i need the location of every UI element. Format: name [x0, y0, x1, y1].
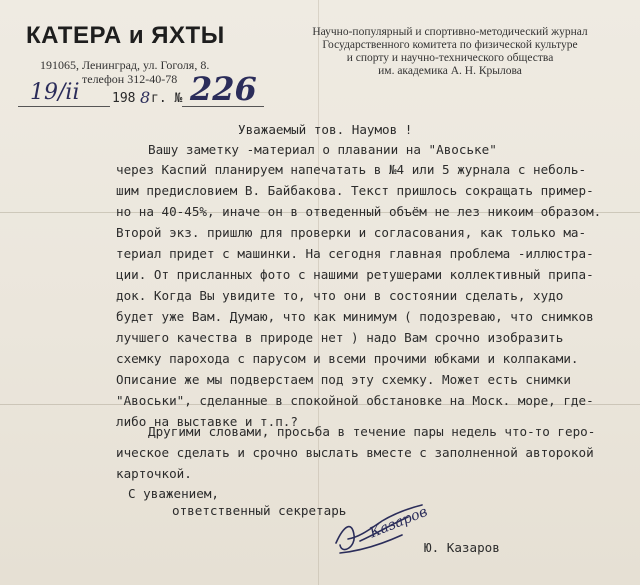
body-line: ции. От присланных фото с нашими ретушерами коллективный припа- — [116, 267, 594, 282]
body-line: лучшего качества в природе нет ) надо Вам срочно изобразить — [116, 330, 564, 345]
number-label: г. № — [151, 91, 183, 106]
body-line: ическое сделать и срочно выслать вместе с заполненной авторокой — [116, 445, 594, 460]
body-line: "Авоськи", сделанные в спокойной обстановке на Моск. море, где- — [116, 393, 594, 408]
handwritten-letter-number: 226 — [190, 70, 257, 108]
body-line: Вашу заметку -материал о плавании на "Авоське" — [148, 142, 497, 157]
signer-name: Ю. Казаров — [424, 540, 500, 555]
body-line: карточкой. — [116, 466, 192, 481]
body-line: либо на выставке и т.п.? — [116, 414, 298, 429]
body-line: Второй экз. пришлю для проверки и согласования, как только ма- — [116, 225, 587, 240]
body-line: териал придет с машинки. На сегодня главная проблема -иллюстра- — [116, 246, 594, 261]
org-line: Научно-популярный и спортивно-методический журнал — [312, 26, 588, 38]
body-line: Описание же мы подверстаем под эту схемку. Может есть снимки — [116, 372, 571, 387]
phone-line: телефон 312-40-78 — [82, 72, 178, 86]
body-line: через Каспий планируем напечатать в №4 или 5 журнала с неболь- — [116, 162, 587, 177]
handwritten-year-digit: 8 — [140, 88, 151, 107]
body-line: шим предисловием В. Байбакова. Текст пришлось сокращать пример- — [116, 183, 594, 198]
body-line: будет уже Вам. Думаю, что как минимум ( подозреваю, что снимков — [116, 309, 594, 324]
address-line: 191065, Ленинград, ул. Гоголя, 8. — [40, 58, 210, 72]
year-prefix: 198 — [112, 91, 136, 106]
salutation: Уважаемый тов. Наумов ! — [238, 122, 413, 137]
organization-block — [275, 26, 625, 78]
body-line: схемку парохода с парусом и всеми прочими юбками и колпаками. — [116, 351, 579, 366]
date-underline — [18, 106, 110, 107]
signer-position: ответственный секретарь — [172, 503, 347, 518]
org-line: и спорту и научно-технического общества — [346, 52, 554, 64]
closing: С уважением, — [128, 486, 219, 501]
signature-script: Казаров — [367, 503, 430, 542]
body-line: но на 40-45%, иначе он в отведенный объём не лез никоим образом. — [116, 204, 602, 219]
org-line: Государственного комитета по физической культуре — [322, 39, 578, 51]
magazine-title: КАТЕРА и ЯХТЫ — [26, 22, 225, 49]
body-line: Другими словами, просьба в течение пары недель что-то геро- — [148, 424, 596, 439]
org-line: им. академика А. Н. Крылова — [378, 65, 522, 77]
handwritten-date: 19/ii — [30, 80, 80, 105]
body-line: док. Когда Вы увидите то, что они в состоянии сделать, худо — [116, 288, 564, 303]
